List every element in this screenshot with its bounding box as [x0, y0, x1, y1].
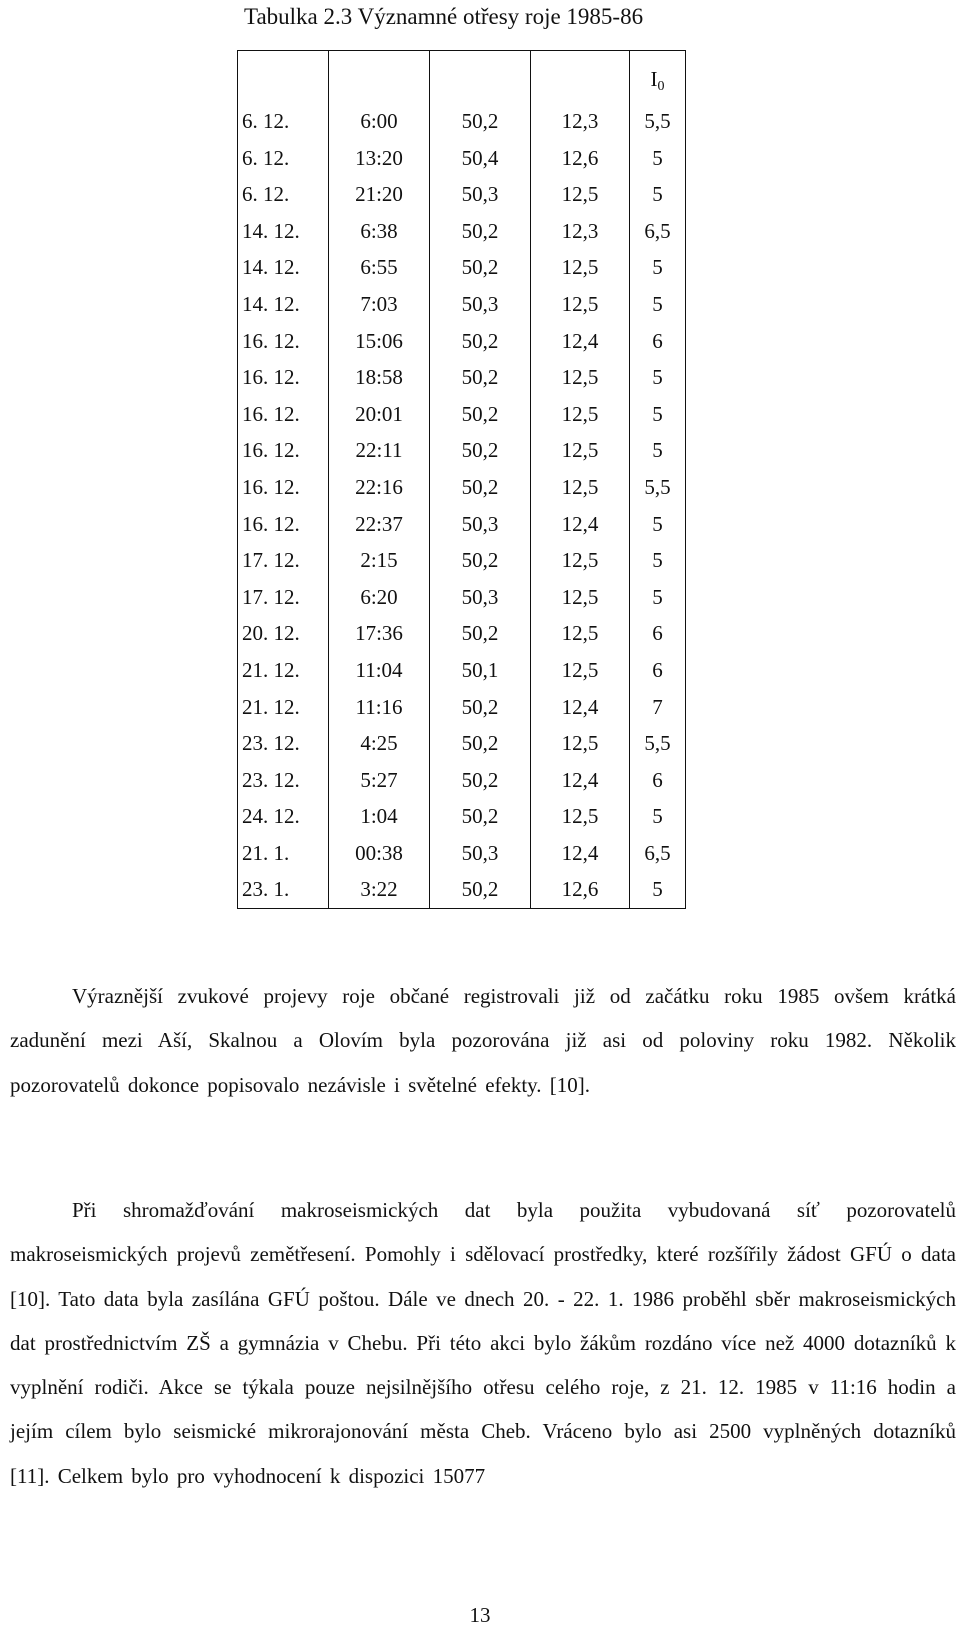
cell-time: 7:03	[329, 286, 430, 323]
cell-intensity: 5,5	[630, 725, 686, 762]
header-intensity	[630, 51, 686, 104]
table-row	[238, 176, 686, 213]
cell-longitude: 12,5	[531, 469, 630, 506]
cell-latitude: 50,2	[430, 396, 531, 433]
cell-date: 21. 1.	[238, 835, 329, 872]
cell-latitude: 50,2	[430, 615, 531, 652]
cell-longitude: 12,5	[531, 579, 630, 616]
cell-time: 6:00	[329, 103, 430, 140]
table-row	[238, 359, 686, 396]
cell-longitude: 12,5	[531, 176, 630, 213]
table-row	[238, 542, 686, 579]
cell-time: 22:11	[329, 432, 430, 469]
table-row	[238, 871, 686, 908]
cell-latitude: 50,3	[430, 176, 531, 213]
cell-longitude: 12,4	[531, 323, 630, 360]
cell-latitude: 50,3	[430, 286, 531, 323]
cell-longitude: 12,6	[531, 871, 630, 908]
header-intensity-main: I	[650, 67, 658, 91]
cell-intensity: 6	[630, 323, 686, 360]
cell-latitude: 50,2	[430, 725, 531, 762]
cell-intensity: 6,5	[630, 213, 686, 250]
cell-latitude: 50,2	[430, 432, 531, 469]
cell-longitude: 12,4	[531, 689, 630, 726]
cell-longitude: 12,5	[531, 798, 630, 835]
table-row	[238, 725, 686, 762]
table-row	[238, 762, 686, 799]
table-row	[238, 798, 686, 835]
table-row	[238, 249, 686, 286]
cell-intensity: 5,5	[630, 103, 686, 140]
cell-intensity: 5	[630, 432, 686, 469]
cell-time: 00:38	[329, 835, 430, 872]
cell-date: 21. 12.	[238, 689, 329, 726]
cell-intensity: 5	[630, 396, 686, 433]
cell-intensity: 5	[630, 249, 686, 286]
cell-date: 14. 12.	[238, 213, 329, 250]
cell-time: 20:01	[329, 396, 430, 433]
table-header-row	[238, 51, 686, 104]
cell-longitude: 12,4	[531, 506, 630, 543]
paragraph-1-text: Výraznější zvukové projevy roje občané registrovali již od začátku roku 1985 ovšem krátká zadunění mezi Aší, Skalnou a Olovím byla pozorována již asi od poloviny roku 1982. Několik pozorovatelů dokonce popisovalo nezávisle i světelné efekty. [10].	[10, 984, 956, 1097]
cell-date: 16. 12.	[238, 432, 329, 469]
cell-intensity: 5	[630, 286, 686, 323]
cell-intensity: 5	[630, 542, 686, 579]
cell-intensity: 5	[630, 506, 686, 543]
cell-latitude: 50,4	[430, 140, 531, 177]
cell-intensity: 6	[630, 762, 686, 799]
table-row	[238, 140, 686, 177]
cell-time: 5:27	[329, 762, 430, 799]
cell-date: 16. 12.	[238, 469, 329, 506]
cell-time: 21:20	[329, 176, 430, 213]
table-row	[238, 432, 686, 469]
cell-time: 6:38	[329, 213, 430, 250]
cell-date: 14. 12.	[238, 249, 329, 286]
table-row	[238, 506, 686, 543]
cell-latitude: 50,2	[430, 469, 531, 506]
cell-intensity: 5	[630, 798, 686, 835]
cell-date: 16. 12.	[238, 396, 329, 433]
table-row	[238, 213, 686, 250]
cell-time: 13:20	[329, 140, 430, 177]
cell-longitude: 12,5	[531, 249, 630, 286]
table-row	[238, 652, 686, 689]
cell-longitude: 12,4	[531, 762, 630, 799]
table-caption: Tabulka 2.3 Významné otřesy roje 1985-86	[244, 4, 644, 29]
table-row	[238, 103, 686, 140]
cell-latitude: 50,2	[430, 689, 531, 726]
cell-time: 3:22	[329, 871, 430, 908]
table-row	[238, 469, 686, 506]
cell-intensity: 7	[630, 689, 686, 726]
cell-intensity: 5	[630, 140, 686, 177]
cell-longitude: 12,3	[531, 213, 630, 250]
cell-date: 17. 12.	[238, 542, 329, 579]
cell-date: 6. 12.	[238, 140, 329, 177]
cell-longitude: 12,5	[531, 725, 630, 762]
cell-time: 2:15	[329, 542, 430, 579]
cell-intensity: 5	[630, 871, 686, 908]
cell-date: 16. 12.	[238, 323, 329, 360]
cell-date: 14. 12.	[238, 286, 329, 323]
cell-longitude: 12,5	[531, 542, 630, 579]
cell-time: 11:04	[329, 652, 430, 689]
cell-time: 18:58	[329, 359, 430, 396]
cell-date: 17. 12.	[238, 579, 329, 616]
cell-latitude: 50,2	[430, 103, 531, 140]
cell-latitude: 50,1	[430, 652, 531, 689]
cell-intensity: 5	[630, 579, 686, 616]
table-row	[238, 615, 686, 652]
cell-date: 20. 12.	[238, 615, 329, 652]
table-row	[238, 835, 686, 872]
cell-latitude: 50,2	[430, 249, 531, 286]
table-row	[238, 323, 686, 360]
table-row	[238, 396, 686, 433]
paragraph-sound-effects	[10, 974, 956, 1107]
cell-time: 6:55	[329, 249, 430, 286]
cell-longitude: 12,5	[531, 652, 630, 689]
paragraph-data-collection	[10, 1188, 956, 1498]
paragraph-2-text: Při shromažďování makroseismických dat byla použita vybudovaná síť pozorovatelů makroseismických projevů zemětřesení. Pomohly i sdělovací prostředky, které rozšířily žádost GFÚ o data [10]. Tato data byla zasílána GFÚ poštou. Dále ve dnech 20. - 22. 1. 1986 proběhl sběr makroseismických dat prostřednictvím ZŠ a gymnázia v Chebu. Při této akci bylo žákům rozdáno více než 4000 dotazníků k vyplnění rodiči. Akce se týkala pouze nejsilnějšího otřesu celého roje, z 21. 12. 1985 v 11:16 hodin a jejím cílem bylo seismické mikrorajonování města Cheb. Vráceno bylo asi 2500 vyplněných dotazníků [11]. Celkem bylo pro vyhodnocení k dispozici 15077	[10, 1198, 956, 1488]
cell-date: 24. 12.	[238, 798, 329, 835]
cell-longitude: 12,3	[531, 103, 630, 140]
cell-latitude: 50,2	[430, 542, 531, 579]
cell-time: 11:16	[329, 689, 430, 726]
cell-time: 15:06	[329, 323, 430, 360]
cell-intensity: 5	[630, 176, 686, 213]
cell-date: 23. 1.	[238, 871, 329, 908]
table-row	[238, 579, 686, 616]
cell-latitude: 50,2	[430, 213, 531, 250]
cell-latitude: 50,3	[430, 579, 531, 616]
cell-date: 21. 12.	[238, 652, 329, 689]
page-number: 13	[469, 1603, 491, 1627]
cell-longitude: 12,5	[531, 359, 630, 396]
cell-intensity: 6	[630, 652, 686, 689]
cell-longitude: 12,6	[531, 140, 630, 177]
cell-time: 22:37	[329, 506, 430, 543]
cell-date: 16. 12.	[238, 359, 329, 396]
cell-date: 23. 12.	[238, 762, 329, 799]
cell-time: 17:36	[329, 615, 430, 652]
cell-time: 1:04	[329, 798, 430, 835]
cell-longitude: 12,4	[531, 835, 630, 872]
cell-latitude: 50,2	[430, 323, 531, 360]
cell-latitude: 50,2	[430, 798, 531, 835]
cell-longitude: 12,5	[531, 286, 630, 323]
cell-intensity: 6,5	[630, 835, 686, 872]
cell-longitude: 12,5	[531, 396, 630, 433]
cell-latitude: 50,2	[430, 762, 531, 799]
cell-intensity: 6	[630, 615, 686, 652]
cell-intensity: 5,5	[630, 469, 686, 506]
cell-date: 6. 12.	[238, 176, 329, 213]
table-row	[238, 689, 686, 726]
cell-latitude: 50,2	[430, 359, 531, 396]
cell-intensity: 5	[630, 359, 686, 396]
cell-date: 16. 12.	[238, 506, 329, 543]
cell-latitude: 50,2	[430, 871, 531, 908]
header-intensity-sub: 0	[657, 79, 665, 94]
cell-date: 6. 12.	[238, 103, 329, 140]
earthquake-table	[237, 50, 686, 909]
cell-latitude: 50,3	[430, 835, 531, 872]
cell-time: 4:25	[329, 725, 430, 762]
table-row	[238, 286, 686, 323]
cell-longitude: 12,5	[531, 615, 630, 652]
cell-date: 23. 12.	[238, 725, 329, 762]
cell-longitude: 12,5	[531, 432, 630, 469]
cell-time: 6:20	[329, 579, 430, 616]
cell-time: 22:16	[329, 469, 430, 506]
cell-latitude: 50,3	[430, 506, 531, 543]
